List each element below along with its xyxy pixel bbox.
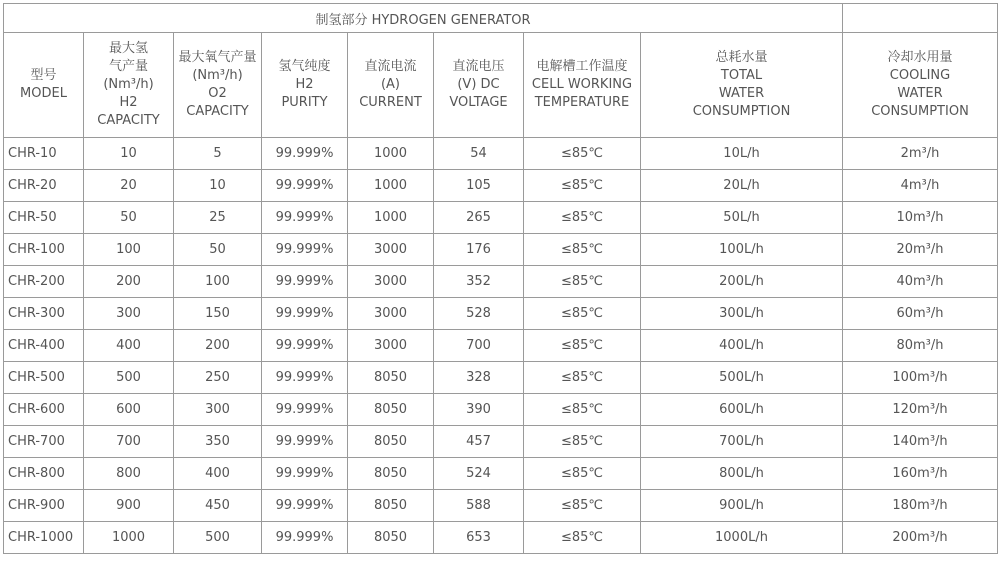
header-cell-temperature bbox=[524, 33, 641, 138]
cell-cooling-water: 160m³/h bbox=[843, 458, 998, 490]
cell-o2-capacity: 300 bbox=[174, 394, 262, 426]
header-line: PURITY bbox=[281, 95, 328, 110]
header-line: CURRENT bbox=[359, 95, 422, 110]
header-line: (A) bbox=[380, 77, 401, 92]
cell-cooling-water: 60m³/h bbox=[843, 298, 998, 330]
cell-cooling-water: 140m³/h bbox=[843, 426, 998, 458]
table-body bbox=[4, 138, 998, 554]
cell-o2-capacity: 10 bbox=[174, 170, 262, 202]
cell-cell-temperature: ≤85℃ bbox=[524, 394, 641, 426]
header-line: CONSUMPTION bbox=[871, 104, 969, 119]
cell-dc-current: 8050 bbox=[348, 522, 434, 554]
cell-h2-capacity: 600 bbox=[84, 394, 174, 426]
cell-h2-capacity: 500 bbox=[84, 362, 174, 394]
header-line: O2 bbox=[208, 86, 227, 101]
cell-total-water: 700L/h bbox=[641, 426, 843, 458]
cell-dc-voltage: 528 bbox=[434, 298, 524, 330]
cell-model: CHR-900 bbox=[4, 490, 84, 522]
header-dc-voltage bbox=[434, 33, 524, 138]
cell-o2-capacity: 400 bbox=[174, 458, 262, 490]
cell-model: CHR-50 bbox=[4, 202, 84, 234]
table-row bbox=[4, 458, 998, 490]
header-line: (Nm³/h) bbox=[103, 77, 154, 92]
cell-cell-temperature: ≤85℃ bbox=[524, 458, 641, 490]
header-line: CAPACITY bbox=[186, 104, 249, 119]
cell-o2-capacity: 500 bbox=[174, 522, 262, 554]
cell-cell-temperature: ≤85℃ bbox=[524, 266, 641, 298]
cell-h2-purity: 99.999% bbox=[262, 330, 348, 362]
cell-h2-purity: 99.999% bbox=[262, 490, 348, 522]
cell-h2-capacity: 1000 bbox=[84, 522, 174, 554]
header-row bbox=[4, 33, 998, 138]
table-row bbox=[4, 394, 998, 426]
cell-total-water: 20L/h bbox=[641, 170, 843, 202]
cell-o2-capacity: 200 bbox=[174, 330, 262, 362]
cell-total-water: 10L/h bbox=[641, 138, 843, 170]
header-h2-purity bbox=[262, 33, 348, 138]
header-total-water bbox=[641, 33, 843, 138]
header-line: CELL WORKING bbox=[531, 77, 633, 92]
cell-cell-temperature: ≤85℃ bbox=[524, 234, 641, 266]
header-o2-capacity bbox=[174, 33, 262, 138]
cell-cooling-water: 180m³/h bbox=[843, 490, 998, 522]
cell-dc-voltage: 457 bbox=[434, 426, 524, 458]
cell-h2-purity: 99.999% bbox=[262, 362, 348, 394]
cell-h2-purity: 99.999% bbox=[262, 458, 348, 490]
cell-total-water: 200L/h bbox=[641, 266, 843, 298]
cell-model: CHR-200 bbox=[4, 266, 84, 298]
header-h2-capacity bbox=[84, 33, 174, 138]
cell-dc-current: 3000 bbox=[348, 330, 434, 362]
table-row bbox=[4, 490, 998, 522]
header-model bbox=[4, 33, 84, 138]
cell-cooling-water: 80m³/h bbox=[843, 330, 998, 362]
table-row bbox=[4, 298, 998, 330]
cell-total-water: 400L/h bbox=[641, 330, 843, 362]
cell-dc-current: 1000 bbox=[348, 138, 434, 170]
header-line: CONSUMPTION bbox=[692, 104, 791, 119]
cell-cell-temperature: ≤85℃ bbox=[524, 330, 641, 362]
cell-cell-temperature: ≤85℃ bbox=[524, 298, 641, 330]
cell-h2-purity: 99.999% bbox=[262, 522, 348, 554]
cell-o2-capacity: 25 bbox=[174, 202, 262, 234]
cell-cell-temperature: ≤85℃ bbox=[524, 490, 641, 522]
cell-h2-capacity: 100 bbox=[84, 234, 174, 266]
cell-dc-voltage: 352 bbox=[434, 266, 524, 298]
header-line: H2 bbox=[119, 95, 138, 110]
cell-dc-current: 3000 bbox=[348, 266, 434, 298]
header-line: 直流电流 bbox=[364, 59, 417, 74]
cell-dc-voltage: 700 bbox=[434, 330, 524, 362]
cell-h2-purity: 99.999% bbox=[262, 266, 348, 298]
cell-h2-capacity: 900 bbox=[84, 490, 174, 522]
table-title-blank-cell bbox=[843, 4, 998, 33]
header-line: 冷却水用量 bbox=[887, 50, 953, 65]
cell-o2-capacity: 350 bbox=[174, 426, 262, 458]
table-row bbox=[4, 426, 998, 458]
cell-dc-current: 8050 bbox=[348, 458, 434, 490]
cell-cell-temperature: ≤85℃ bbox=[524, 522, 641, 554]
cell-h2-capacity: 10 bbox=[84, 138, 174, 170]
header-line: WATER bbox=[897, 86, 943, 101]
header-line: (Nm³/h) bbox=[192, 68, 243, 83]
header-line: 直流电压 bbox=[452, 59, 505, 74]
header-line: CAPACITY bbox=[97, 113, 160, 128]
cell-total-water: 600L/h bbox=[641, 394, 843, 426]
cell-dc-voltage: 390 bbox=[434, 394, 524, 426]
cell-total-water: 100L/h bbox=[641, 234, 843, 266]
cell-total-water: 300L/h bbox=[641, 298, 843, 330]
cell-h2-purity: 99.999% bbox=[262, 138, 348, 170]
header-line: TOTAL bbox=[720, 68, 763, 83]
cell-dc-voltage: 328 bbox=[434, 362, 524, 394]
cell-cooling-water: 2m³/h bbox=[843, 138, 998, 170]
table-row bbox=[4, 330, 998, 362]
header-line: 型号 bbox=[30, 68, 57, 83]
cell-cell-temperature: ≤85℃ bbox=[524, 138, 641, 170]
cell-dc-voltage: 176 bbox=[434, 234, 524, 266]
header-line: H2 bbox=[295, 77, 314, 92]
cell-dc-current: 8050 bbox=[348, 426, 434, 458]
cell-model: CHR-20 bbox=[4, 170, 84, 202]
cell-cooling-water: 40m³/h bbox=[843, 266, 998, 298]
cell-cooling-water: 100m³/h bbox=[843, 362, 998, 394]
cell-model: CHR-700 bbox=[4, 426, 84, 458]
header-line: COOLING bbox=[889, 68, 951, 83]
table-row bbox=[4, 266, 998, 298]
cell-cooling-water: 200m³/h bbox=[843, 522, 998, 554]
header-line: MODEL bbox=[20, 86, 67, 101]
cell-o2-capacity: 100 bbox=[174, 266, 262, 298]
table-row bbox=[4, 138, 998, 170]
cell-cell-temperature: ≤85℃ bbox=[524, 426, 641, 458]
cell-h2-purity: 99.999% bbox=[262, 202, 348, 234]
cell-dc-current: 1000 bbox=[348, 202, 434, 234]
cell-model: CHR-500 bbox=[4, 362, 84, 394]
cell-dc-current: 3000 bbox=[348, 298, 434, 330]
cell-total-water: 50L/h bbox=[641, 202, 843, 234]
table-row bbox=[4, 170, 998, 202]
cell-h2-purity: 99.999% bbox=[262, 298, 348, 330]
cell-model: CHR-1000 bbox=[4, 522, 84, 554]
cell-h2-purity: 99.999% bbox=[262, 234, 348, 266]
cell-dc-voltage: 54 bbox=[434, 138, 524, 170]
cell-dc-voltage: 524 bbox=[434, 458, 524, 490]
cell-o2-capacity: 450 bbox=[174, 490, 262, 522]
cell-cooling-water: 20m³/h bbox=[843, 234, 998, 266]
cell-total-water: 900L/h bbox=[641, 490, 843, 522]
cell-h2-capacity: 300 bbox=[84, 298, 174, 330]
cell-h2-capacity: 50 bbox=[84, 202, 174, 234]
cell-cooling-water: 4m³/h bbox=[843, 170, 998, 202]
header-line: VOLTAGE bbox=[449, 95, 508, 110]
cell-total-water: 800L/h bbox=[641, 458, 843, 490]
cell-dc-voltage: 588 bbox=[434, 490, 524, 522]
header-line: 氢气纯度 bbox=[278, 59, 331, 74]
header-line: 电解槽工作温度 bbox=[536, 59, 628, 74]
header-line: 气产量 bbox=[108, 59, 148, 74]
header-line: 最大氢 bbox=[108, 41, 148, 56]
header-dc-current bbox=[348, 33, 434, 138]
table-row bbox=[4, 362, 998, 394]
cell-cooling-water: 120m³/h bbox=[843, 394, 998, 426]
cell-o2-capacity: 5 bbox=[174, 138, 262, 170]
cell-model: CHR-300 bbox=[4, 298, 84, 330]
cell-model: CHR-400 bbox=[4, 330, 84, 362]
table-row bbox=[4, 522, 998, 554]
cell-model: CHR-600 bbox=[4, 394, 84, 426]
spec-table bbox=[3, 3, 998, 554]
cell-h2-purity: 99.999% bbox=[262, 426, 348, 458]
cell-dc-current: 1000 bbox=[348, 170, 434, 202]
cell-h2-purity: 99.999% bbox=[262, 170, 348, 202]
cell-total-water: 500L/h bbox=[641, 362, 843, 394]
cell-o2-capacity: 150 bbox=[174, 298, 262, 330]
cell-total-water: 1000L/h bbox=[641, 522, 843, 554]
cell-h2-capacity: 20 bbox=[84, 170, 174, 202]
header-line: 最大氧气产量 bbox=[178, 50, 257, 65]
table-row bbox=[4, 234, 998, 266]
cell-h2-purity: 99.999% bbox=[262, 394, 348, 426]
table-title: 制氢部分 HYDROGEN GENERATOR bbox=[4, 4, 843, 33]
cell-o2-capacity: 250 bbox=[174, 362, 262, 394]
cell-o2-capacity: 50 bbox=[174, 234, 262, 266]
cell-cell-temperature: ≤85℃ bbox=[524, 362, 641, 394]
cell-dc-current: 8050 bbox=[348, 362, 434, 394]
cell-cell-temperature: ≤85℃ bbox=[524, 170, 641, 202]
cell-model: CHR-100 bbox=[4, 234, 84, 266]
header-line: WATER bbox=[718, 86, 765, 101]
cell-dc-current: 8050 bbox=[348, 490, 434, 522]
cell-model: CHR-800 bbox=[4, 458, 84, 490]
cell-dc-current: 3000 bbox=[348, 234, 434, 266]
header-line: (V) DC bbox=[457, 77, 500, 92]
header-line: TEMPERATURE bbox=[534, 95, 630, 110]
header-line: 总耗水量 bbox=[715, 50, 768, 65]
cell-h2-capacity: 200 bbox=[84, 266, 174, 298]
cell-h2-capacity: 700 bbox=[84, 426, 174, 458]
cell-h2-capacity: 400 bbox=[84, 330, 174, 362]
cell-h2-capacity: 800 bbox=[84, 458, 174, 490]
cell-cooling-water: 10m³/h bbox=[843, 202, 998, 234]
header-cooling-water bbox=[843, 33, 998, 138]
table-row bbox=[4, 202, 998, 234]
cell-dc-voltage: 653 bbox=[434, 522, 524, 554]
cell-dc-current: 8050 bbox=[348, 394, 434, 426]
cell-dc-voltage: 265 bbox=[434, 202, 524, 234]
cell-cell-temperature: ≤85℃ bbox=[524, 202, 641, 234]
cell-dc-voltage: 105 bbox=[434, 170, 524, 202]
cell-model: CHR-10 bbox=[4, 138, 84, 170]
